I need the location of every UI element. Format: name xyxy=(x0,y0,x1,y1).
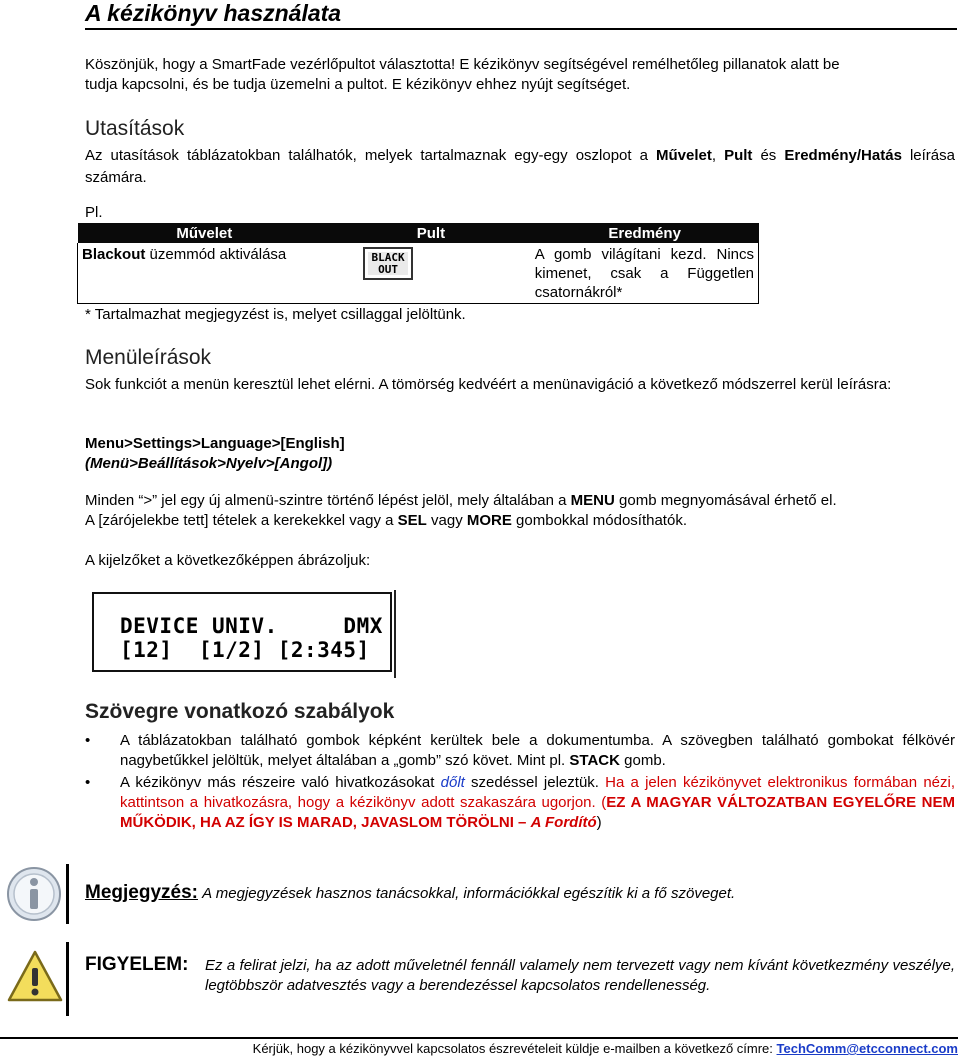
rule2-end: ) xyxy=(596,814,602,831)
note-label: Megjegyzés: xyxy=(85,882,198,903)
list-item xyxy=(59,773,955,833)
warning-text: Ez a felirat jelzi, ha az adott műveletnél fennáll valamely nem tervezett vagy nem kívánt következmény veszélye, legtöbbször adatvesztés vagy a berendezéssel kapcsolatos rendellenesség. xyxy=(205,957,955,994)
menu-paragraph: Sok funkciót a menün keresztül lehet elérni. A tömörség kedvéért a menünavigáció a következő módszerrel kerül leírásra: xyxy=(85,376,892,393)
table-footnote: * Tartalmazhat megjegyzést is, melyet csillaggal jelöltünk. xyxy=(85,306,466,323)
rule1-end: gomb. xyxy=(619,752,666,769)
utasitasok-text-b: és xyxy=(752,147,785,164)
intro-line-1: Köszönjük, hogy a SmartFade vezérlőpultot választotta! E kézikönyv segítségével remélhetőleg pillanatok alatt be xyxy=(85,56,840,73)
page-footer xyxy=(0,1037,958,1056)
rule1-stack-bold: STACK xyxy=(569,752,620,769)
lcd-line-2: [12] [1/2] [2:345] xyxy=(120,638,370,662)
bullet-icon: • xyxy=(85,774,91,791)
cell-console xyxy=(331,243,531,304)
nav-more-bold: MORE xyxy=(466,512,512,529)
rule2-text: A kézikönyv más részeire való hivatkozásokat xyxy=(120,774,441,791)
nav-text-d: vagy xyxy=(426,512,467,529)
blackout-button-line-2: OUT xyxy=(378,263,399,276)
utasitasok-paragraph xyxy=(85,145,955,189)
table-row xyxy=(78,243,759,304)
footer-text: Kérjük, hogy a kézikönyvvel kapcsolatos észrevételeit küldje e-mailben a következő címre: xyxy=(252,1041,777,1056)
nav-menu-bold: MENU xyxy=(570,492,615,509)
menu-path-english: Menu>Settings>Language>[English] xyxy=(85,435,345,452)
menu-nav-line-1 xyxy=(85,491,955,511)
action-bold: Blackout xyxy=(82,246,146,263)
rules-list xyxy=(59,731,955,835)
nav-text-e: gombokkal módosíthatók. xyxy=(511,512,687,529)
menu-nav-line-2 xyxy=(85,511,955,531)
note-divider xyxy=(66,864,69,924)
rule2-red-bold: EZ A MAGYAR VÁLTOZATBAN EGYELŐRE NEM MŰKÖDIK, HA AZ ÍGY IS MARAD, JAVASLOM TÖRÖLNI – xyxy=(120,794,955,831)
lcd-divider xyxy=(394,590,396,678)
info-icon xyxy=(6,866,62,922)
lcd-line-1: DEVICE UNIV. DMX xyxy=(120,614,383,638)
menu-navigation-paragraph xyxy=(85,491,955,531)
header-muvelet: Művelet xyxy=(78,223,332,243)
utasitasok-bold-muvelet: Művelet xyxy=(656,147,712,164)
utasitasok-text-c: leírása számára. xyxy=(85,147,955,186)
warning-label: FIGYELEM: xyxy=(85,954,189,975)
cell-result: A gomb világítani kezd. Nincs kimenet, csak a Független csatornákról* xyxy=(531,243,759,304)
italic-link-example[interactable]: dőlt xyxy=(440,774,465,791)
utasitasok-bold-pult: Pult xyxy=(724,147,753,164)
rule1-text: A táblázatokban található gombok képként kerültek bele a dokumentumba. A szövegben található gombokat félkövér nagybetűkkel jelöltük, melyet általában a „gomb” szó követ. Mint pl. xyxy=(120,732,955,769)
blackout-button-icon xyxy=(363,247,413,280)
utasitasok-bold-eredmeny: Eredmény/Hatás xyxy=(784,147,902,164)
list-item xyxy=(59,731,955,771)
action-rest: üzemmód aktiválása xyxy=(145,246,287,263)
section-heading-menuleirasok: Menüleírások xyxy=(85,346,212,369)
cell-action xyxy=(78,243,332,304)
utasitasok-text-a: Az utasítások táblázatokban találhatók, melyek tartalmaznak egy-egy oszlopot a xyxy=(85,147,656,164)
nav-sel-bold: SEL xyxy=(397,512,427,529)
lcd-display-example xyxy=(92,592,392,672)
section-heading-szovegre: Szövegre vonatkozó szabályok xyxy=(85,700,395,723)
header-eredmeny: Eredmény xyxy=(531,223,759,243)
footer-email-link[interactable]: TechComm@etcconnect.com xyxy=(776,1041,958,1056)
blackout-button-line-1: BLACK xyxy=(371,251,405,264)
rule2-red-text: Ha a jelen kézikönyvet elektronikus formában nézi, kattintson a hivatkozásra, hogy a kézikönyv adott szakaszára ugorjon. ( xyxy=(120,774,956,811)
rule2-text-b: szedéssel jeleztük. xyxy=(464,774,606,791)
example-label: Pl. xyxy=(85,204,103,221)
warning-icon xyxy=(6,948,64,1006)
section-heading-utasitasok: Utasítások xyxy=(85,117,185,140)
display-intro: A kijelzőket a következőképpen ábrázoljuk: xyxy=(85,552,371,569)
menu-path-hungarian: (Menü>Beállítások>Nyelv>[Angol]) xyxy=(85,455,333,472)
note-box xyxy=(85,882,955,904)
warning-divider xyxy=(66,942,69,1016)
note-text: A megjegyzések hasznos tanácsokkal, információkkal egészítik ki a fő szöveget. xyxy=(202,885,736,902)
intro-line-2: tudja kapcsolni, és be tudja üzemelni a pultot. E kézikönyv ehhez nyújt segítséget. xyxy=(85,76,631,93)
intro-paragraph xyxy=(85,55,955,95)
rule2-red-italic: A Fordító xyxy=(530,814,597,831)
bullet-icon: • xyxy=(85,732,91,749)
nav-text-a: Minden “>” jel egy új almenü-szintre történő lépést jelöl, mely általában a xyxy=(85,492,571,509)
command-table xyxy=(77,223,759,304)
nav-text-c: A [zárójelekbe tett] tételek a kerekekkel vagy a xyxy=(85,512,398,529)
command-table-header xyxy=(78,223,759,243)
header-pult: Pult xyxy=(331,223,531,243)
page-title: A kézikönyv használata xyxy=(85,0,957,30)
utasitasok-comma: , xyxy=(711,147,725,164)
nav-text-b: gomb megnyomásával érhető el. xyxy=(614,492,837,509)
